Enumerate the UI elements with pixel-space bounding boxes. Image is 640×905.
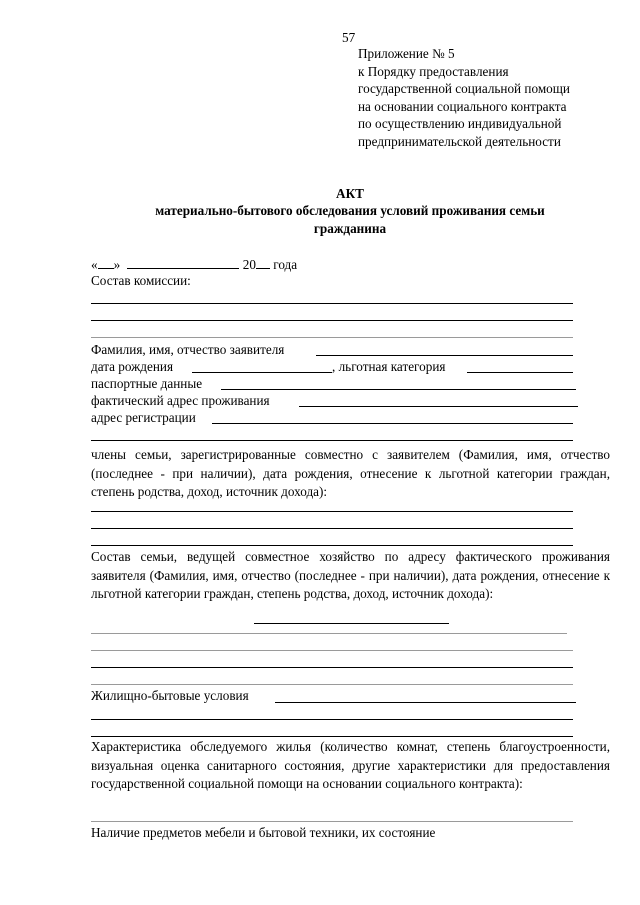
furniture-label: Наличие предметов мебели и бытовой техники, их состояние [91, 825, 436, 840]
year-suffix: года [269, 257, 298, 272]
appendix-line: к Порядку предоставления [358, 64, 509, 79]
living-conditions-field[interactable] [275, 702, 576, 703]
title-main: АКТ [336, 186, 364, 201]
title-line: материально-бытового обследования условий проживания семьи [155, 203, 545, 218]
month-blank[interactable] [127, 256, 239, 269]
date-line [91, 256, 297, 273]
passport-label: паспортные данные [91, 376, 203, 391]
living-conditions-line[interactable] [91, 736, 573, 737]
benefit-category-label: , льготная категория [332, 359, 446, 374]
living-conditions-line[interactable] [91, 719, 573, 720]
date-quote-close: » [113, 257, 121, 272]
housing-characteristics-line[interactable] [91, 821, 573, 822]
birth-date-field[interactable] [192, 372, 332, 373]
birth-date-label: дата рождения [91, 359, 174, 374]
family-registered-text: члены семьи, зарегистрированные совместно с заявителем (Фамилия, имя, отчество (последнее - при наличии), дата рождения, отнесение к льготной категории граждан, степень родства, доход, источник дохода): [91, 447, 610, 499]
title-line: гражданина [313, 221, 387, 236]
appendix-line: Приложение № 5 [358, 46, 455, 61]
family-household-line[interactable] [91, 650, 573, 651]
actual-address-field[interactable] [299, 406, 578, 407]
family-household-field[interactable] [254, 623, 449, 624]
appendix-line: по осуществлению индивидуальной [358, 116, 562, 131]
registration-address-line[interactable] [91, 440, 573, 441]
commission-line[interactable] [91, 337, 573, 338]
appendix-line: предпринимательской деятельности [358, 134, 561, 149]
passport-field[interactable] [221, 389, 576, 390]
commission-line[interactable] [91, 303, 573, 304]
appendix-line: на основании социального контракта [358, 99, 567, 114]
registration-address-label: адрес регистрации [91, 410, 196, 425]
fio-field[interactable] [316, 355, 573, 356]
benefit-category-field[interactable] [467, 372, 573, 373]
commission-label: Состав комиссии: [91, 273, 191, 288]
family-registered-line[interactable] [91, 528, 573, 529]
registration-address-field[interactable] [212, 423, 573, 424]
date-quote-open: « [91, 257, 98, 272]
family-household-line[interactable] [91, 684, 573, 685]
day-blank[interactable] [98, 256, 114, 269]
living-conditions-label: Жилищно-бытовые условия [91, 688, 249, 703]
fio-label: Фамилия, имя, отчество заявителя [91, 342, 285, 357]
page-number: 57 [342, 30, 356, 45]
family-registered-line[interactable] [91, 545, 573, 546]
family-registered-line[interactable] [91, 511, 573, 512]
commission-line[interactable] [91, 320, 573, 321]
year-prefix: 20 [242, 257, 256, 272]
actual-address-label: фактический адрес проживания [91, 393, 270, 408]
family-household-line[interactable] [91, 667, 573, 668]
year-blank[interactable] [256, 256, 270, 269]
family-household-line[interactable] [91, 633, 567, 634]
family-household-text: Состав семьи, ведущей совместное хозяйство по адресу фактического проживания заявителя (Фамилия, имя, отчество (последнее - при наличии), дата рождения, отнесение к льготной категории граждан, степень родства, доход, источник дохода): [91, 549, 610, 601]
appendix-line: государственной социальной помощи [358, 81, 570, 96]
housing-characteristics-text: Характеристика обследуемого жилья (количество комнат, степень благоустроенности, визуальная оценка санитарного состояния, другие характеристики для предоставления государственной социальной помощи на основании социального контракта): [91, 739, 610, 791]
